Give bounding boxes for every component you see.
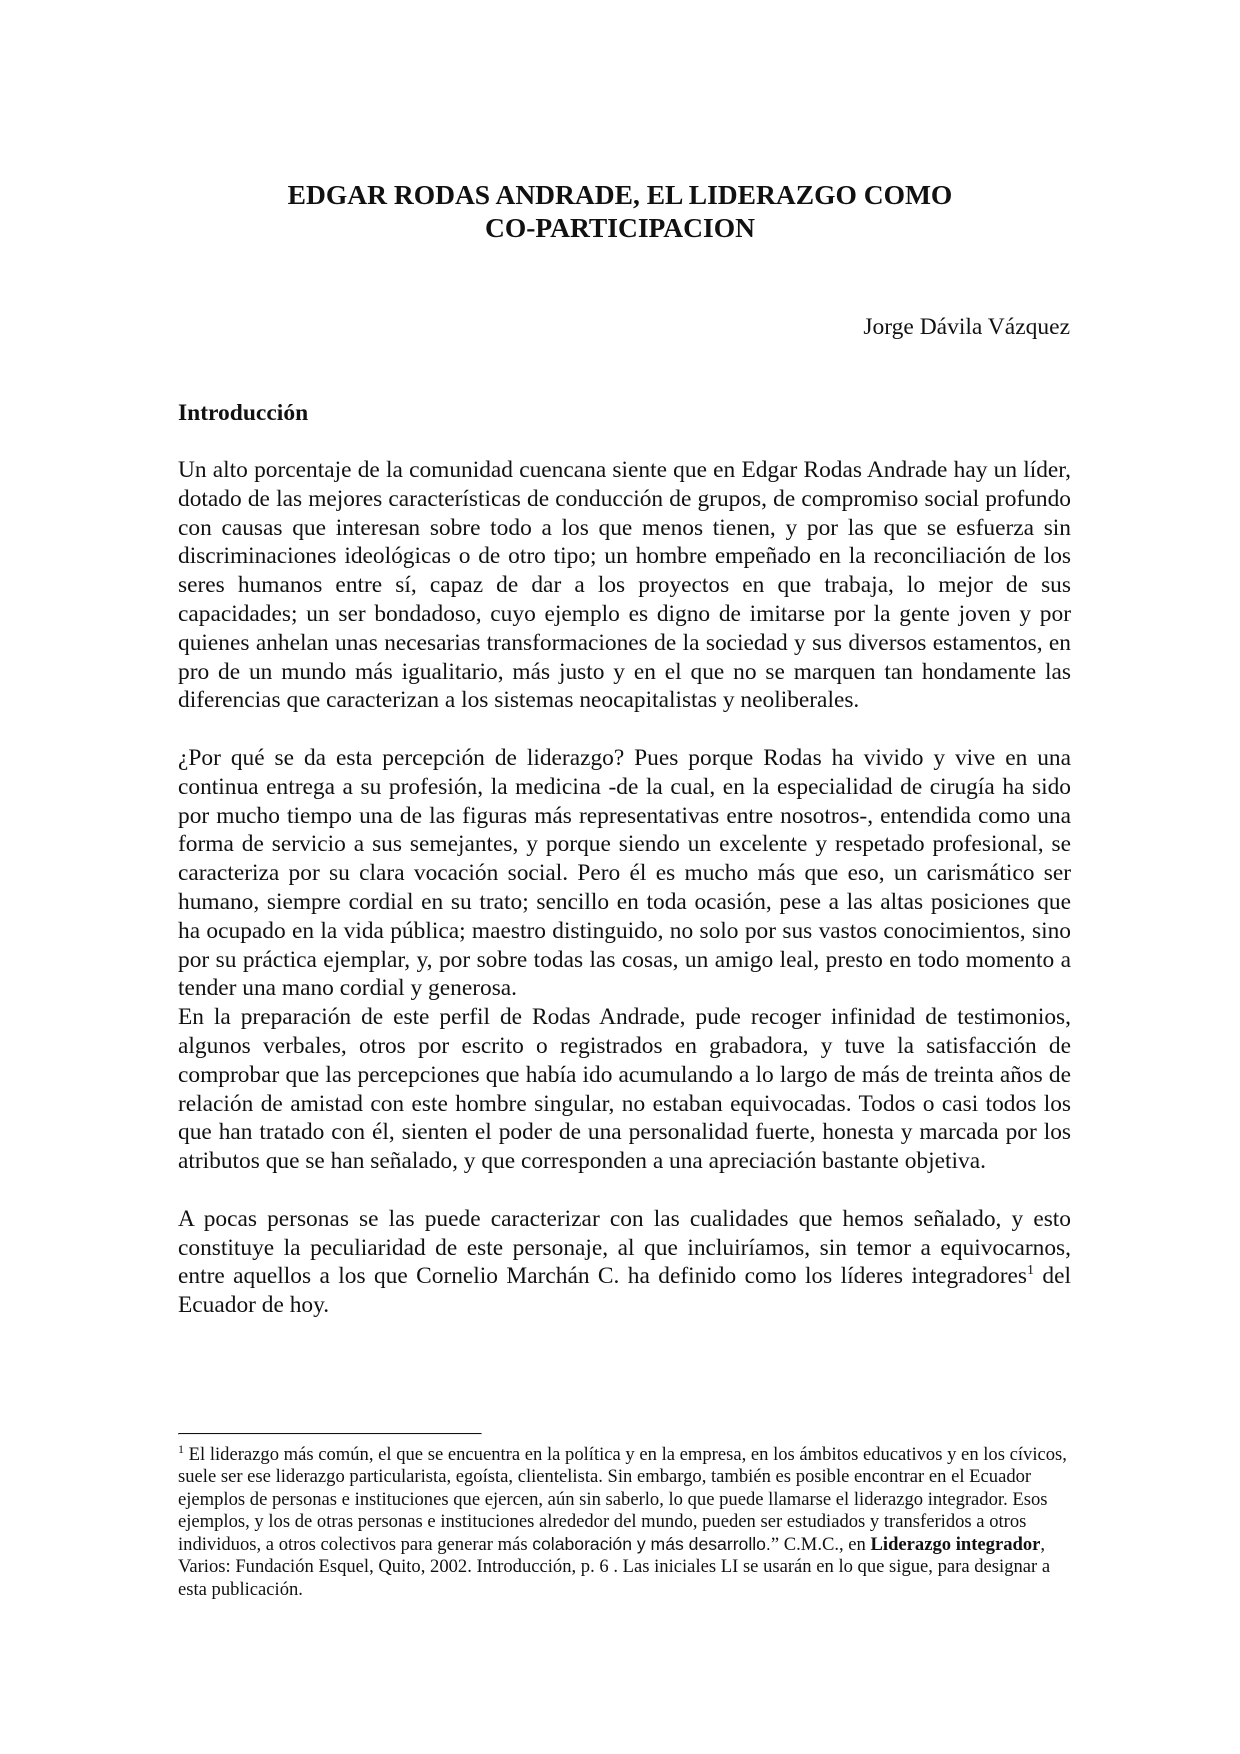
- footnote-text-sans: colaboración y más desarrollo.: [532, 1534, 771, 1555]
- footnote-text-2: ” C.M.C., en: [770, 1534, 871, 1556]
- paragraph-1: Un alto porcentaje de la comunidad cuencana siente que en Edgar Rodas Andrade hay un líder, dotado de las mejores características de conducción de grupos, de compromiso social profundo con causas que interesan sobre todo a los que menos tienen, y por las que se esfuerza sin discriminaciones ideológicas o de otro tipo; un hombre empeñado en la reconciliación de los seres humanos entre sí, capaz de dar a los proyectos en que trabaja, lo mejor de sus capacidades; un ser bondadoso, cuyo ejemplo es digno de imitarse por la gente joven y por quienes anhelan unas necesarias transformaciones de la sociedad y sus diversos estamentos, en pro de un mundo más igualitario, más justo y en el que no se marquen tan hondamente las diferencias que caracterizan a los sistemas neocapitalistas y neoliberales.: [178, 457, 1071, 714]
- footnote-book-title: Liderazgo integrador: [870, 1534, 1041, 1556]
- footnote-reference: 1: [1027, 1263, 1035, 1279]
- footnote-text-3: , Varios: Fundación Esquel, Quito, 2002. Introducción, p. 6 . Las iniciales LI se usarán en lo que sigue, para designar a esta publicación.: [178, 1534, 1051, 1600]
- footnote: [178, 1441, 1072, 1601]
- body-text: [178, 456, 1071, 1320]
- paragraph-2: ¿Por qué se da esta percepción de liderazgo? Pues porque Rodas ha vivido y vive en una continua entrega a su profesión, la medicina -de la cual, en la especialidad de cirugía ha sido por mucho tiempo una de las figuras más representativas entre nosotros-, entendida como una forma de servicio a sus semejantes, y porque siendo un excelente y respetado profesional, se caracteriza por su clara vocación social. Pero él es mucho más que eso, un carismático ser humano, siempre cordial en su trato; sencillo en toda ocasión, pese a las altas posiciones que ha ocupado en la vida pública; maestro distinguido, no solo por sus vastos conocimientos, sino por su práctica ejemplar, y, por sobre todas las cosas, un amigo leal, presto en todo momento a tender una mano cordial y generosa.: [178, 744, 1071, 1002]
- section-heading: Introducción: [178, 400, 309, 426]
- paragraph-4: [178, 1205, 1071, 1320]
- paragraph-3: En la preparación de este perfil de Rodas Andrade, pude recoger infinidad de testimonios, algunos verbales, otros por escrito o registrados en grabadora, y tuve la satisfacción de comprobar que las percepciones que había ido acumulando a lo largo de más de treinta años de relación de amistad con este hombre singular, no estaban equivocadas. Todos o casi todos los que han tratado con él, sienten el poder de una personalidad fuerte, honesta y marcada por los atributos que se han señalado, y que corresponden a una apreciación bastante objetiva.: [178, 1004, 1071, 1175]
- footnote-separator: [178, 1433, 482, 1435]
- footnote-text-1: El liderazgo más común, el que se encuentra en la política y en la empresa, en los ámbitos educativos y en los cívicos, suele ser ese liderazgo particularista, egoísta, clientelista. Sin embargo, también es posible encontrar en el Ecuador ejemplos de personas e instituciones que ejercen, aún sin saberlo, lo que puede llamarse el liderazgo integrador. Esos ejemplos, y los de otras personas e instituciones alrededor del mundo, pueden ser estudiados y transferidos a otros individuos, a otros colectivos para generar más: [178, 1444, 1067, 1556]
- footnote-number: 1: [178, 1441, 184, 1456]
- paragraph-4-text: A pocas personas se las puede caracterizar con las cualidades que hemos señalado, y esto constituye la peculiaridad de este personaje, al que incluiríamos, sin temor a equivocarnos, entre aquellos a los que Cornelio Marchán C. ha definido como los líderes integradores: [178, 1205, 1071, 1290]
- page-title: [178, 178, 1062, 244]
- author-name: Jorge Dávila Vázquez: [863, 314, 1070, 340]
- title-line-1: EDGAR RODAS ANDRADE, EL LIDERAZGO COMO: [287, 179, 953, 210]
- paragraph-4-ending: del Ecuador de hoy.: [178, 1263, 1071, 1319]
- title-line-2: CO-PARTICIPACION: [485, 212, 755, 243]
